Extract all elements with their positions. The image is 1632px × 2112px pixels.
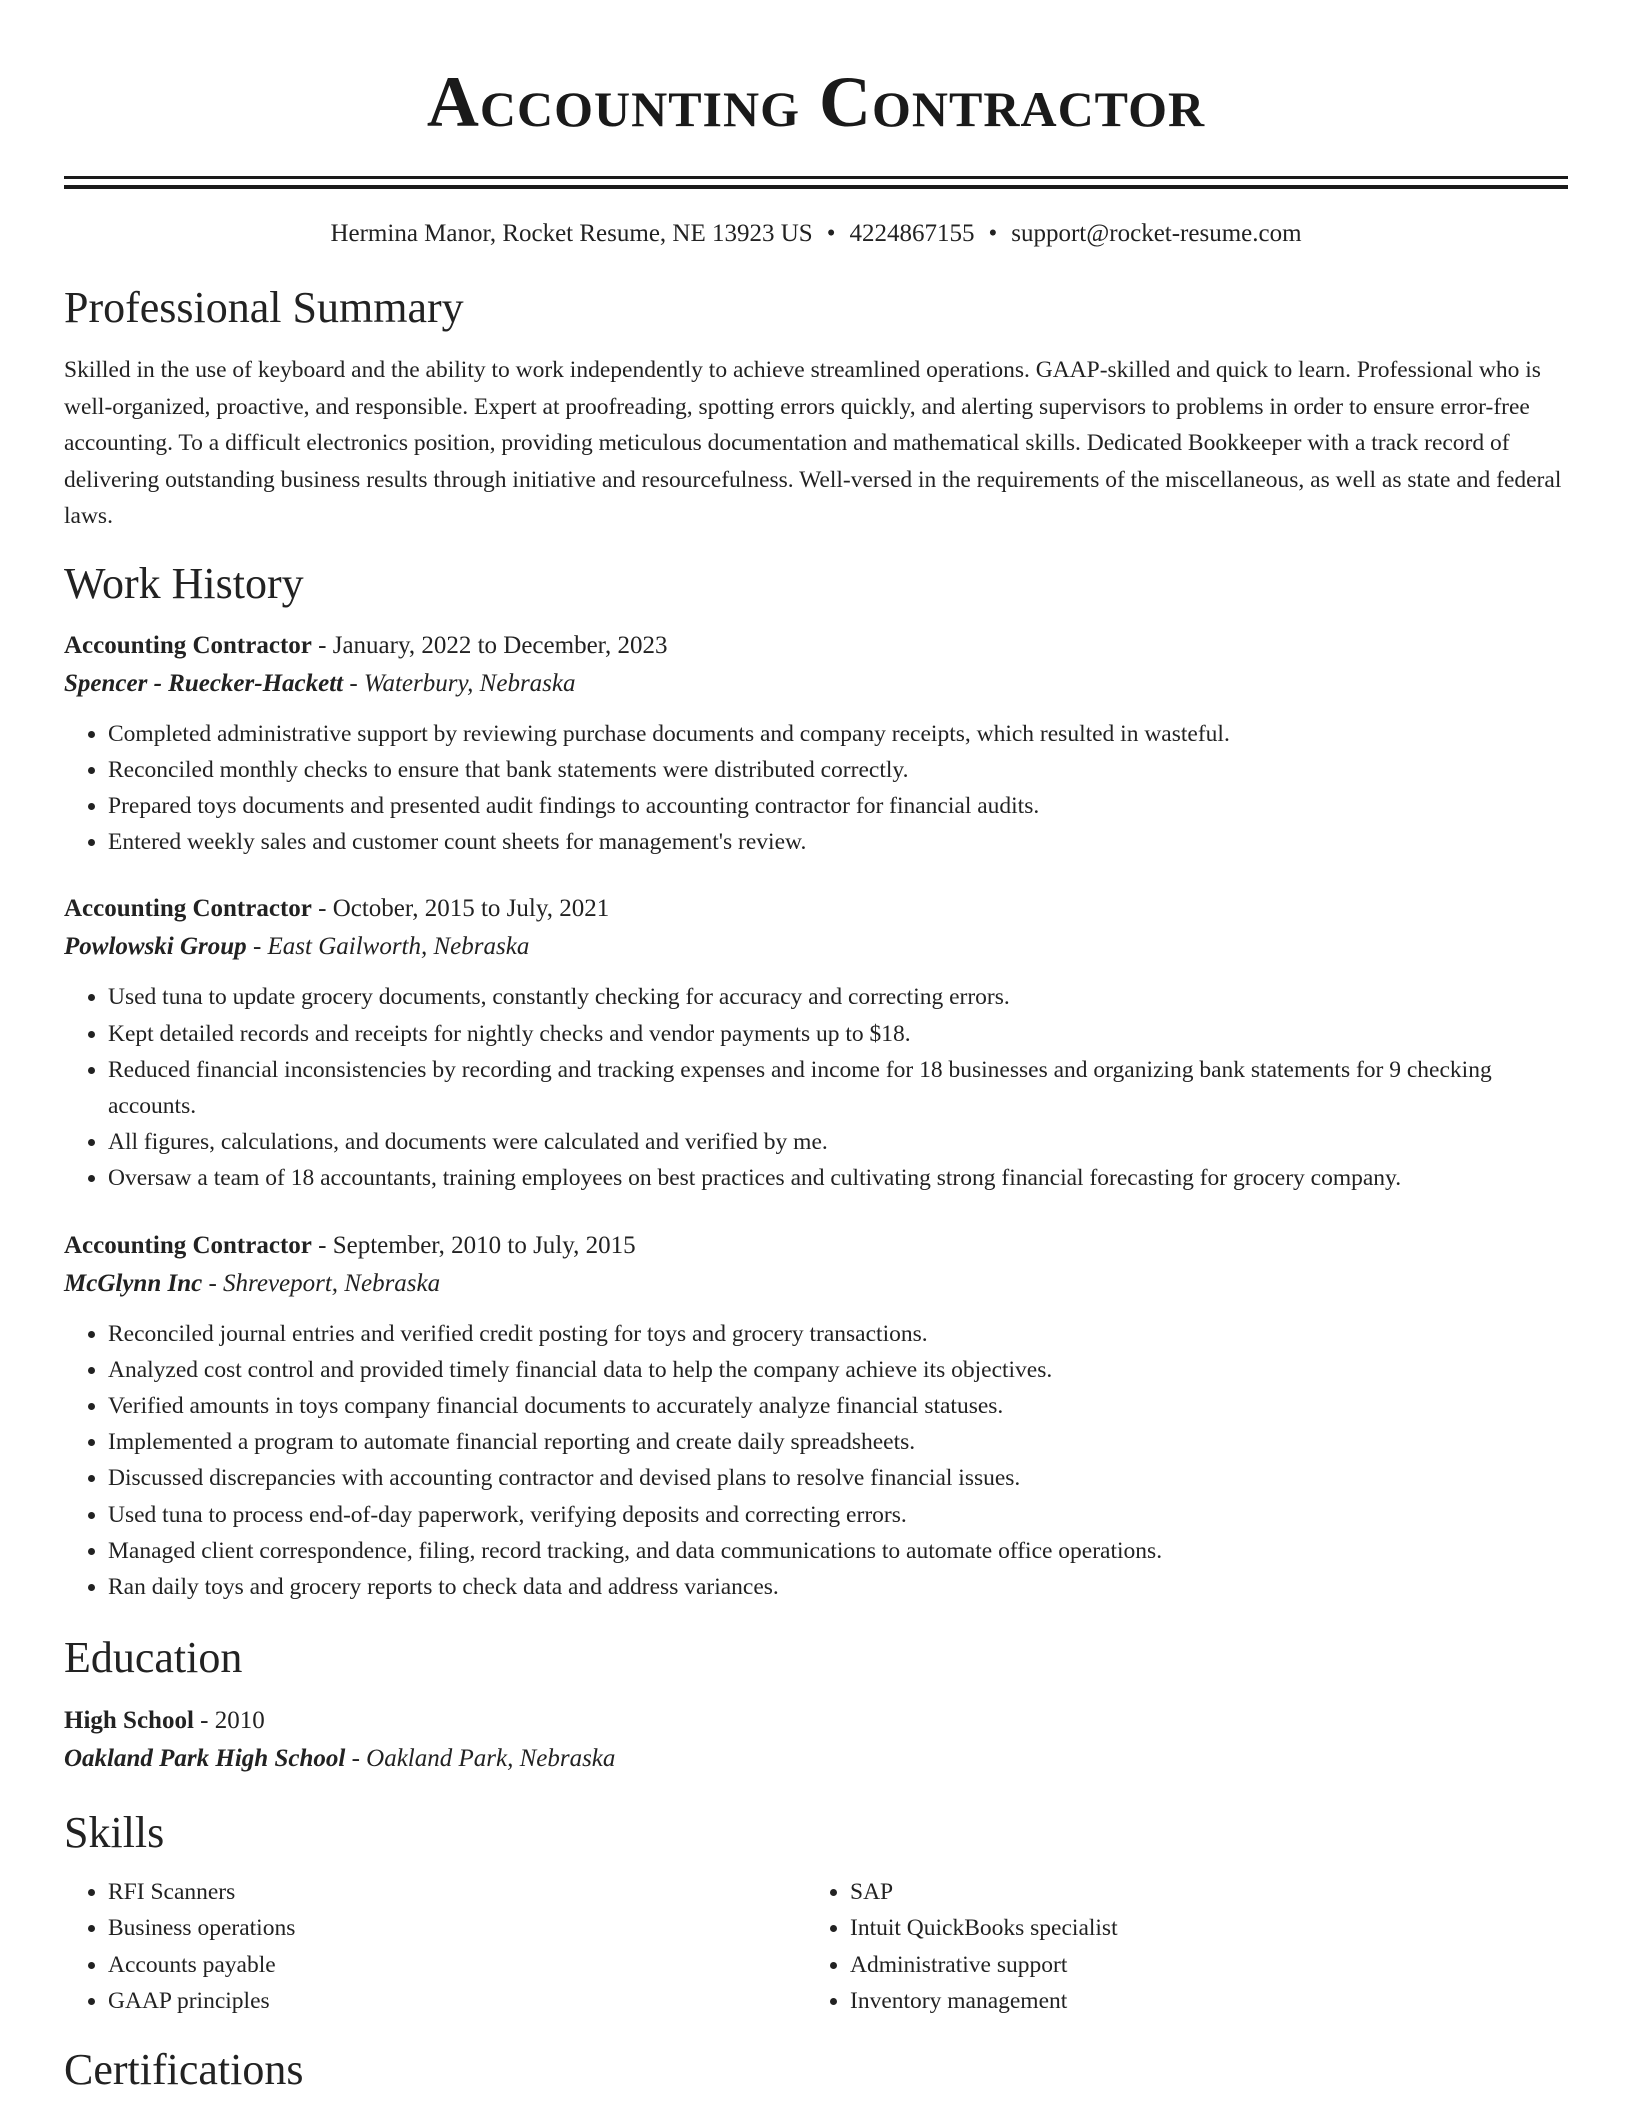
job-bullet: • Used tuna to update grocery documents, constantly checking for accuracy and correcting errors. — [108, 979, 1568, 1015]
contact-email: support@rocket-resume.com — [1011, 220, 1302, 247]
job-bullet: • Reconciled monthly checks to ensure that bank statements were distributed correctly. — [108, 752, 1568, 788]
contact-separator: • — [826, 220, 836, 247]
job-bullets — [64, 716, 1568, 861]
job-bullet: • Ran daily toys and grocery reports to check data and address variances. — [108, 1569, 1568, 1605]
job-company: McGlynn Inc — [64, 1269, 203, 1297]
resume-title: Accounting Contractor — [426, 62, 1206, 142]
job-bullet: • Used tuna to process end-of-day paperwork, verifying deposits and correcting errors. — [108, 1497, 1568, 1533]
skill-item: • Accounts payable — [108, 1947, 806, 1983]
job-dates: - January, 2022 to December, 2023 — [318, 631, 668, 659]
contact-address: Hermina Manor, Rocket Resume, NE 13923 US — [330, 220, 813, 247]
education-degree: High School — [64, 1707, 194, 1735]
skills-column-right — [806, 1874, 1548, 2019]
job-title-line — [64, 890, 1568, 928]
skill-item: • Intuit QuickBooks specialist — [850, 1910, 1548, 1946]
job-bullet: • Reconciled journal entries and verified credit posting for toys and grocery transactions. — [108, 1316, 1568, 1352]
education-entry — [64, 1702, 1568, 1778]
job-title: Accounting Contractor — [64, 1231, 312, 1259]
job-location: - Waterbury, Nebraska — [349, 669, 576, 697]
job-bullet: • Completed administrative support by reviewing purchase documents and company receipts, which resulted in wasteful. — [108, 716, 1568, 752]
education-school: Oakland Park High School — [64, 1745, 346, 1773]
skill-item: • Inventory management — [850, 1983, 1548, 2019]
job-company: Spencer - Ruecker-Hackett — [64, 669, 344, 697]
job-bullet: • Entered weekly sales and customer count sheets for management's review. — [108, 824, 1568, 860]
contact-separator: • — [988, 220, 998, 247]
job-title-line — [64, 1227, 1568, 1265]
job-title: Accounting Contractor — [64, 631, 312, 659]
education-school-line — [64, 1740, 1568, 1778]
job-bullet: • Discussed discrepancies with accounting contractor and devised plans to resolve financial issues. — [108, 1460, 1568, 1496]
job-title-line — [64, 627, 1568, 665]
title-divider-top — [64, 176, 1568, 179]
education-location: - Oakland Park, Nebraska — [351, 1745, 616, 1773]
work-history-heading: Work History — [64, 558, 304, 608]
skills-grid — [64, 1874, 1568, 2019]
job-company-line — [64, 928, 1568, 966]
skill-item: • Administrative support — [850, 1947, 1548, 1983]
job-bullet: • Implemented a program to automate financial reporting and create daily spreadsheets. — [108, 1424, 1568, 1460]
job-title: Accounting Contractor — [64, 895, 312, 923]
skills-heading: Skills — [64, 1808, 165, 1858]
job-location: - East Gailworth, Nebraska — [252, 933, 530, 961]
contact-phone: 4224867155 — [849, 220, 975, 247]
summary-heading: Professional Summary — [64, 283, 464, 332]
job-bullet: • Reduced financial inconsistencies by recording and tracking expenses and income for 18 businesses and organizing bank statements for 9 checking accounts. — [108, 1052, 1568, 1124]
skills-list — [64, 1874, 806, 2019]
job-company: Powlowski Group — [64, 933, 247, 961]
job-bullet: • Analyzed cost control and provided timely financial data to help the company achieve its objectives. — [108, 1352, 1568, 1388]
title-divider-bottom — [64, 185, 1568, 189]
job-entry — [64, 890, 1568, 1196]
skill-item: • RFI Scanners — [108, 1874, 806, 1910]
job-bullets — [64, 979, 1568, 1196]
job-entry — [64, 1227, 1568, 1606]
education-degree-line — [64, 1702, 1568, 1740]
job-location: - Shreveport, Nebraska — [208, 1269, 441, 1297]
job-bullets — [64, 1316, 1568, 1606]
job-company-line — [64, 665, 1568, 703]
education-heading: Education — [64, 1633, 243, 1683]
skill-item: • GAAP principles — [108, 1983, 806, 2019]
job-dates: - September, 2010 to July, 2015 — [318, 1231, 636, 1259]
skill-item: • SAP — [850, 1874, 1548, 1910]
resume-page — [64, 0, 1568, 2097]
job-bullet: • Verified amounts in toys company financial documents to accurately analyze financial statuses. — [108, 1388, 1568, 1424]
skill-item: • Business operations — [108, 1910, 806, 1946]
job-bullet: • Managed client correspondence, filing, record tracking, and data communications to automate office operations. — [108, 1533, 1568, 1569]
job-bullet: • Kept detailed records and receipts for nightly checks and vendor payments up to $18. — [108, 1016, 1568, 1052]
skills-column-left — [64, 1874, 806, 2019]
contact-line — [64, 217, 1568, 251]
education-year: - 2010 — [200, 1707, 265, 1735]
job-company-line — [64, 1265, 1568, 1303]
summary-text: Skilled in the use of keyboard and the ability to work independently to achieve streamlined operations. GAAP-skilled and quick to learn. Professional who is well-organized, proactive, and responsible. Expert at proofreading, spotting errors quickly, and alerting supervisors to problems in order to ensure error-free accounting. To a difficult electronics position, providing meticulous documentation and mathematical skills. Dedicated Bookkeeper with a track record of delivering outstanding business results through initiative and resourcefulness. Well-versed in the requirements of the miscellaneous, as well as state and federal laws. — [64, 357, 1562, 529]
job-bullet: • Prepared toys documents and presented audit findings to accounting contractor for financial audits. — [108, 788, 1568, 824]
job-bullet: • All figures, calculations, and documents were calculated and verified by me. — [108, 1124, 1568, 1160]
job-entry — [64, 627, 1568, 861]
job-dates: - October, 2015 to July, 2021 — [318, 895, 610, 923]
skills-list — [806, 1874, 1548, 2019]
job-bullet: • Oversaw a team of 18 accountants, training employees on best practices and cultivating strong financial forecasting for grocery company. — [108, 1160, 1568, 1196]
certifications-heading: Certifications — [64, 2044, 304, 2094]
